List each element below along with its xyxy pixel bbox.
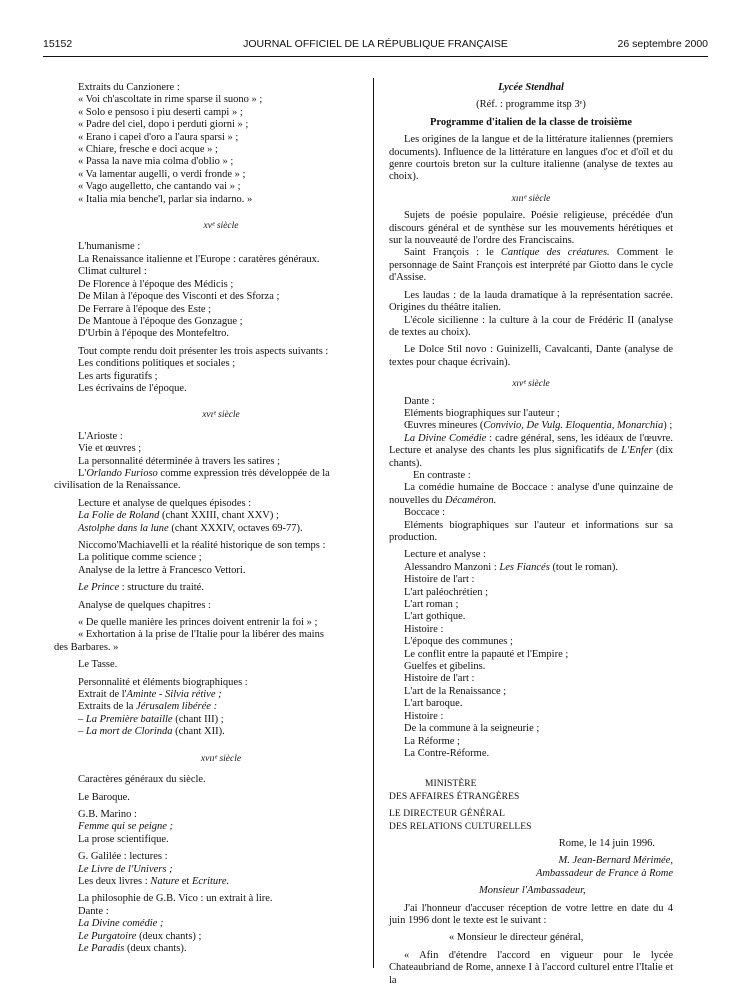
list-item: De la commune à la seigneurie ;	[404, 723, 540, 735]
canzoniere-title: Extraits du Canzionere :	[78, 82, 180, 93]
episode-line: La Folie de Roland (chant XXIII, chant XXV) ;	[78, 510, 279, 522]
right-column	[389, 82, 673, 987]
text-line: Eléments biographiques sur l'auteur ;	[404, 407, 560, 419]
reference: (Réf. : programme itsp 3ᵉ)	[476, 99, 586, 111]
deux-livres-line: Les deux livres : Nature et Ecriture.	[78, 875, 230, 887]
work-title: Nature	[150, 875, 180, 887]
paragraph: Eléments biographiques sur l'auteur et informations sur sa production.	[389, 519, 673, 543]
text-line: civilisation de la Renaissance.	[54, 480, 181, 492]
canzoniere-item: « Vago augelletto, che cantando vai » ;	[78, 181, 241, 193]
text-line: La prose scientifique.	[78, 833, 169, 845]
oeuvres-line: Œuvres mineures (Convivio, De Vulg. Eloquentia, Monarchia) ;	[404, 420, 673, 432]
text-line: Les arts figuratifs ;	[78, 370, 158, 382]
paragraph: L'école sicilienne : la culture à la cour de Frédéric II (analyse de textes au choix).	[389, 314, 673, 338]
text-line: G. Galilée : lectures :	[78, 851, 168, 863]
paragraph: « Afin d'étendre l'accord en vigueur pour le lycée Chateaubriand de Rome, annexe I à l'accord culturel entre l'Italie et la	[389, 949, 673, 986]
canzoniere-item: « Voi ch'ascoltate in rime sparse il suono » ;	[78, 94, 263, 106]
boccace-paragraph: La comédie humaine de Boccace : analyse d'une quinzaine de nouvelles du Décaméron.	[389, 482, 673, 506]
text-line: Le Tasse.	[78, 659, 118, 671]
canzoniere-item: « Erano i capei d'oro a l'aura sparsi » ;	[78, 131, 239, 143]
canzoniere-item: « Padre del ciel, dopo i perduti giorni » ;	[78, 119, 249, 131]
aminte-line: Extrait de l'Aminte - Silvia rétive ;	[78, 689, 222, 701]
list-item: Le conflit entre la papauté et l'Empire ;	[404, 648, 569, 660]
work-title: Orlando Furioso	[86, 467, 158, 479]
work-title: Le Prince	[78, 582, 120, 594]
text-line: Les conditions politiques et sociales ;	[78, 358, 236, 370]
episode-line: Astolphe dans la lune (chant XXXIV, octaves 69-77).	[78, 522, 303, 534]
work-title: Femme qui se peigne ;	[78, 821, 174, 833]
text-line: De Milan à l'époque des Visconti et des Sforza ;	[78, 291, 280, 303]
episode-line: – La mort de Clorinda (chant XII).	[78, 726, 225, 738]
list-item: Guelfes et gibelins.	[404, 661, 486, 673]
text-line: Lecture et analyse :	[404, 549, 486, 561]
text-line: De Florence à l'époque des Médicis ;	[78, 278, 234, 290]
manzoni-line: Alessandro Manzoni : Les Fiancés (tout le roman).	[404, 561, 619, 573]
work-title: L'Enfer	[621, 445, 653, 457]
text-line: La politique comme science ;	[78, 552, 202, 564]
work-title: La Divine comédie ;	[78, 918, 164, 930]
text-line: La personnalité déterminée à travers les satires ;	[78, 455, 281, 467]
list-item: L'art baroque.	[404, 698, 463, 710]
list-item: Histoire :	[404, 623, 444, 635]
canzoniere-item: « Passa la nave mia colma d'oblio » ;	[78, 156, 234, 168]
text-line: Lecture et analyse de quelques épisodes :	[78, 497, 252, 509]
text-line: D'Urbin à l'époque des Montefeltro.	[78, 328, 230, 340]
list-item: Histoire :	[404, 710, 444, 722]
text-line: L'humanisme :	[78, 241, 141, 253]
programme-title: Programme d'italien de la classe de troisième	[430, 116, 632, 128]
text-line: Analyse de quelques chapitres :	[78, 599, 211, 611]
quoted-salutation: « Monsieur le directeur général,	[449, 932, 584, 944]
work-title: Les Fiancés	[499, 561, 550, 573]
work-title: La Folie de Roland	[78, 510, 160, 522]
sender-title: DES RELATIONS CULTURELLES	[389, 821, 532, 832]
canzoniere-item: « Solo e pensoso i piu deserti campi » ;	[78, 106, 243, 118]
text-line: De Mantoue à l'époque des Gonzague ;	[78, 315, 243, 327]
section-heading-16: xvıᵉ siècle	[202, 410, 240, 421]
ministry-name: DES AFFAIRES ÉTRANGÈRES	[389, 791, 520, 802]
issue-date: 26 septembre 2000	[617, 38, 708, 50]
text-line: Dante :	[78, 905, 109, 917]
section-heading-14: xıvᵉ siècle	[512, 379, 550, 390]
work-title: Astolphe dans la lune	[78, 522, 169, 534]
work-title: – La Première bataille	[78, 713, 173, 725]
left-column	[54, 82, 364, 955]
francois-paragraph: Saint François : le Cantique des créatures. Comment le personnage de Saint François est interprété par Giotto dans le cycle d'Assise.	[389, 247, 673, 284]
page-number: 15152	[43, 38, 73, 50]
journal-title: JOURNAL OFFICIEL DE LA RÉPUBLIQUE FRANÇAISE	[243, 38, 508, 50]
ministry-name: MINISTÈRE	[425, 779, 477, 790]
text-line: La philosophie de G.B. Vico : un extrait à lire.	[78, 893, 273, 905]
list-item: L'époque des communes ;	[404, 636, 513, 648]
text-line: G.B. Marino :	[78, 808, 137, 820]
list-item: L'art gothique.	[404, 611, 466, 623]
work-title: Le Livre de l'Univers ;	[78, 863, 173, 875]
text-line: Les écrivains de l'époque.	[78, 382, 187, 394]
recipient-title: Ambassadeur de France à Rome	[535, 867, 673, 879]
work-title: La Divine Comédie	[404, 432, 487, 444]
episode-line: – La Première bataille (chant III) ;	[78, 713, 224, 725]
work-title: Le Paradis	[78, 942, 125, 954]
work-title: Décaméron.	[445, 494, 497, 506]
column-divider	[373, 78, 374, 968]
paragraph: Les origines de la langue et de la littérature italiennes (premiers documents). Influence de la littérature en langues d'oc et d'oïl et du genre courtois breton sur la culture italienne (analyse de textes au choix).	[389, 134, 673, 183]
list-item: L'art roman ;	[404, 599, 459, 611]
quote-line: des Barbares. »	[54, 641, 119, 653]
page-header	[43, 36, 708, 56]
canzoniere-item: « Italia mia benche'l, parlar sia indarno. »	[78, 193, 253, 205]
work-title: Aminte - Silvia rétive ;	[126, 689, 222, 701]
text-line: En contraste :	[413, 469, 471, 481]
prince-line: Le Prince : structure du traité.	[78, 582, 204, 594]
sender-title: LE DIRECTEUR GÉNÉRAL	[389, 809, 505, 820]
text-line: Caractères généraux du siècle.	[78, 774, 206, 786]
recipient-name: M. Jean-Bernard Mérimée,	[558, 855, 673, 867]
section-heading-13: xıııᵉ siècle	[511, 193, 551, 204]
work-title: Cantique des créatures.	[500, 247, 610, 259]
work-title: Jérusalem libérée :	[136, 701, 218, 713]
jerusalem-line: Extraits de la Jérusalem libérée :	[78, 701, 218, 713]
text-line: Analyse de la lettre à Francesco Vettori.	[78, 564, 246, 576]
text-line: De Ferrare à l'époque des Este ;	[78, 303, 212, 315]
text-line: Le Baroque.	[78, 791, 130, 803]
text-line: Niccomo'Machiavelli et la réalité historique de son temps :	[78, 540, 326, 551]
list-item: La Réforme ;	[404, 735, 460, 747]
text-line: Personnalité et éléments biographiques :	[78, 676, 248, 688]
list-item: L'art paléochrétien ;	[404, 586, 489, 598]
paragraph: Les laudas : de la lauda dramatique à la représentation sacrée. Origines du théâtre italien.	[389, 289, 673, 314]
text-line: L'Arioste :	[78, 430, 123, 442]
list-item: Histoire de l'art :	[404, 673, 475, 685]
canzoniere-item: « Chiare, fresche e doci acque » ;	[78, 144, 218, 156]
text-line: Dante :	[404, 395, 435, 407]
work-title: Le Purgatoire	[78, 930, 137, 942]
text-line: Vie et œuvres ;	[78, 443, 142, 455]
paragraph: Le Dolce Stil novo : Guinizelli, Cavalcanti, Dante (analyse de textes pour chaque écrivain).	[389, 344, 673, 368]
text-line: Climat culturel :	[78, 266, 147, 278]
divine-paragraph: La Divine Comédie : cadre général, sens, les idéaux de l'œuvre. Lecture et analyse des chants les plus significatifs de L'Enfer (dix chants).	[389, 432, 674, 469]
letter-date: Rome, le 14 juin 1996.	[558, 837, 655, 849]
list-item: La Contre-Réforme.	[404, 747, 490, 759]
section-heading-15: xvᵉ siècle	[203, 221, 239, 232]
header-rule	[43, 56, 708, 57]
text-line: Boccace :	[404, 507, 446, 519]
list-item: L'art de la Renaissance ;	[404, 685, 507, 697]
text-line: Tout compte rendu doit présenter les trois aspects suivants :	[78, 345, 329, 357]
chant-line: Le Paradis (deux chants).	[78, 942, 187, 954]
paragraph: Sujets de poésie populaire. Poésie religieuse, précédée d'un discours général et de synthèse sur les mouvements hérétiques et sur la nouveauté de l'ordre des Franciscains.	[389, 210, 673, 247]
orlando-line: L'Orlando Furioso comme expression très développée de la	[78, 467, 330, 479]
work-title: – La mort de Clorinda	[78, 726, 173, 738]
work-title: Ecriture.	[191, 875, 230, 887]
canzoniere-item: « Va lamentar augelli, o verdi fronde » ;	[78, 168, 246, 180]
list-item: Histoire de l'art :	[404, 574, 475, 586]
lycee-title: Lycée Stendhal	[498, 82, 564, 93]
quote-line: « Exhortation à la prise de l'Italie pour la libérer des mains	[78, 629, 324, 641]
chant-line: Le Purgatoire (deux chants) ;	[78, 930, 202, 942]
work-title: Convivio, De Vulg. Eloquentia, Monarchia	[483, 420, 664, 432]
section-heading-17: xvııᵉ siècle	[200, 753, 242, 764]
text-line: La Renaissance italienne et l'Europe : caratères généraux.	[78, 253, 320, 265]
quote-line: « De quelle manière les princes doivent entrenir la foi » ;	[78, 617, 318, 629]
paragraph: J'ai l'honneur d'accuser réception de votre lettre en date du 4 juin 1996 dont le texte est le suivant :	[389, 902, 673, 926]
salutation: Monsieur l'Ambassadeur,	[479, 885, 586, 897]
